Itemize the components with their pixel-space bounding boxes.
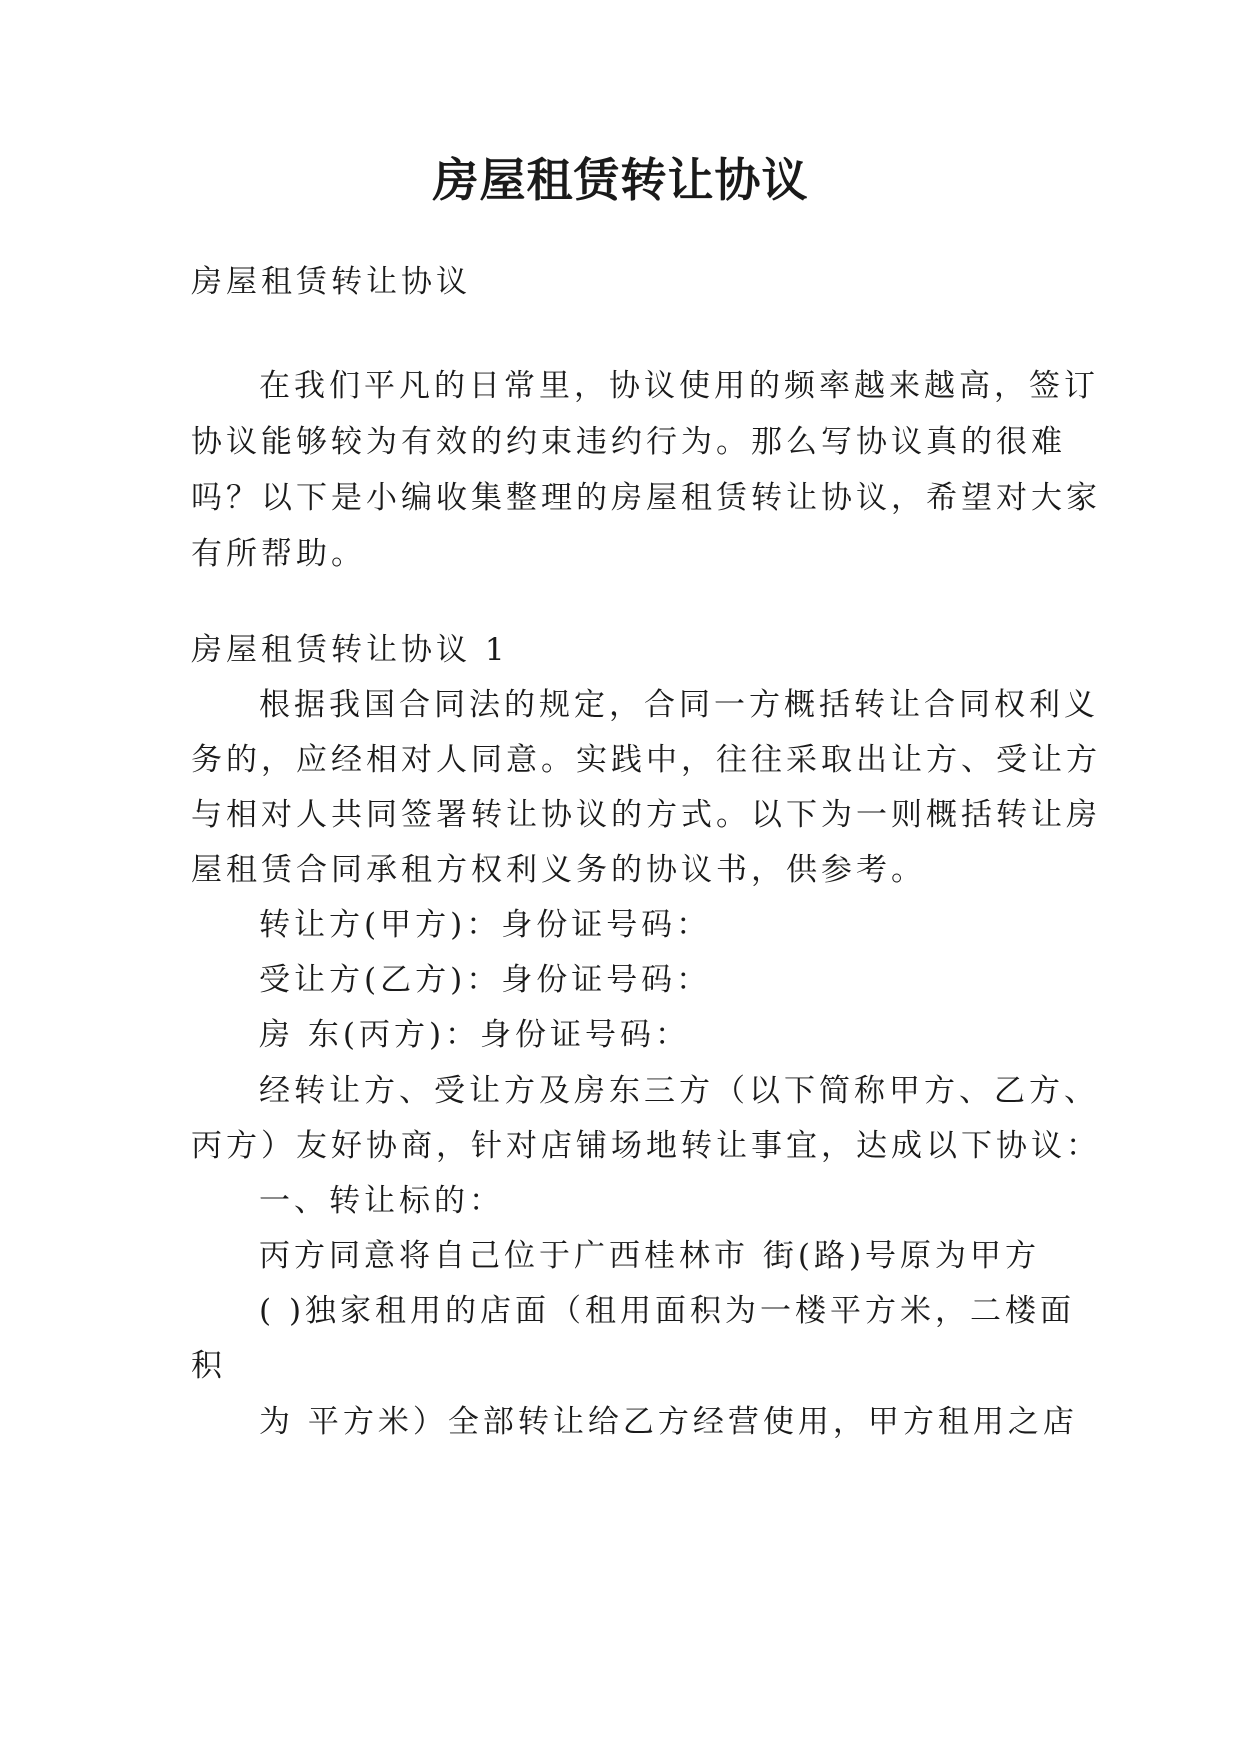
- body-line: 屋租赁合同承租方权利义务的协议书，供参考。: [191, 852, 926, 888]
- body-line: ( )独家租用的店面（租用面积为一楼平方米，二楼面: [259, 1293, 1076, 1329]
- body-line: 务的，应经相对人同意。实践中，往往采取出让方、受让方: [191, 742, 1101, 778]
- intro-line: 吗？以下是小编收集整理的房屋租赁转让协议，希望对大家: [191, 480, 1101, 516]
- intro-line: 有所帮助。: [191, 536, 366, 572]
- body-line: 根据我国合同法的规定，合同一方概括转让合同权利义: [259, 687, 1099, 723]
- clause-heading: 一、转让标的：: [259, 1183, 504, 1219]
- intro-line: 协议能够较为有效的约束违约行为。那么写协议真的很难: [191, 424, 1066, 460]
- body-line: 丙方同意将自己位于广西桂林市 街(路)号原为甲方: [259, 1238, 1041, 1274]
- body-line: 丙方）友好协商，针对店铺场地转让事宜，达成以下协议：: [191, 1128, 1101, 1164]
- body-line: 积: [191, 1348, 226, 1384]
- intro-line: 在我们平凡的日常里，协议使用的频率越来越高，签订: [259, 368, 1099, 404]
- party-line: 房 东(丙方)：身份证号码：: [259, 1017, 691, 1053]
- body-line: 为 平方米）全部转让给乙方经营使用，甲方租用之店: [259, 1404, 1078, 1440]
- subtitle: 房屋租赁转让协议: [191, 264, 471, 300]
- document-title: 房屋租赁转让协议: [432, 153, 809, 207]
- party-line: 受让方(乙方)：身份证号码：: [259, 962, 712, 998]
- body-line: 与相对人共同签署转让协议的方式。以下为一则概括转让房: [191, 797, 1101, 833]
- body-line: 经转让方、受让方及房东三方（以下简称甲方、乙方、: [259, 1073, 1099, 1109]
- party-line: 转让方(甲方)：身份证号码：: [259, 907, 712, 943]
- section-heading: 房屋租赁转让协议 1: [191, 632, 509, 668]
